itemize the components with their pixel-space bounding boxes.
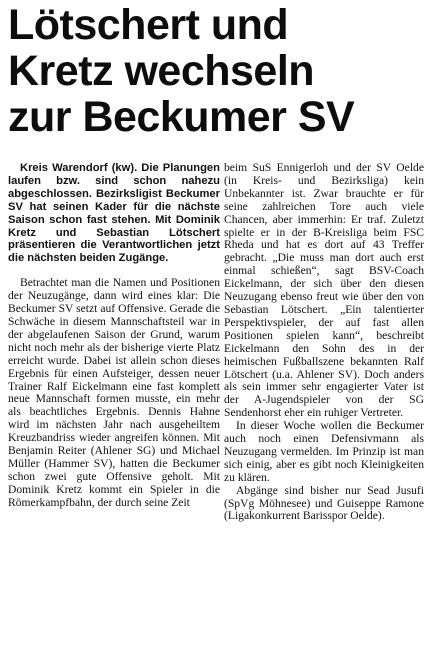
article-paragraph: Abgänge sind bisher nur Sead Jusufi (SpVg Möhnesee) und Guiseppe Ramone (Ligakonkurrent Barisspor Oelde). (224, 483, 424, 523)
headline-line-2: Kretz wechseln (8, 47, 315, 95)
headline-line-3: zur Beckumer SV (8, 93, 355, 141)
article-lead: Kreis Warendorf (kw). Die Planungen laufen bzw. sind schon nahezu abgeschlossen. Bezirksligist Beckumer SV hat seinen Kader für die nächste Saison schon fast stehen. Mit Dominik Kretz und Sebastian Lötschert präsentieren die Verantwortlichen jetzt die nächsten beiden Zugänge. (8, 162, 220, 265)
headline (8, 2, 424, 140)
article-column-left (8, 162, 220, 510)
article-column-right (224, 162, 424, 523)
article-paragraph: In dieser Woche wollen die Beckumer auch noch einen Defensivmann als Neuzugang vermelden. Im Prinzip ist man sich einig, aber es gibt noch Kleinigkeiten zu klären. (224, 419, 424, 484)
article-paragraph: Betrachtet man die Namen und Positionen der Neuzugänge, dann wird eines klar: Die Beckumer SV setzt auf Offensive. Gerade die Schwäche in diesem Mannschaftsteil war in der abgelaufenen Saison der Grund, warum nicht noch mehr als der bisherige vierte Platz erreicht wurde. Dabei ist allein schon dieses Ergebnis für einen Aufsteiger, dessen neuer Trainer Ralf Eickelmann eine fast komplett neue Mannschaft formen musste, ein mehr als beachtliches Ergebnis. Dennis Hahne wird im nächsten Jahr nach ausgeheiltem Kreuzbandriss wieder angreifen können. Mit Benjamin Reiter (Ahlener SG) und Michael Müller (Hammer SV), hatten die Beckumer schon zwei gute Offensive geholt. Mit Dominik Kretz kommt ein Spieler in die Römerkampfbahn, der durch seine Zeit (8, 276, 220, 509)
headline-line-1: Lötschert und (8, 1, 289, 49)
article-paragraph: beim SuS Ennigerloh und der SV Oelde (in Kreis- und Bezirksliga) kein Unbekannter ist. Zwar brauchte er für seine zahlreichen Tore auch viele Chancen, aber immerhin: Er traf. Zuletzt spielte er in der B-Kreisliga beim FSC Rheda und hat es dort auf 43 Treffer gebracht. „Die muss man dort auch erst einmal schießen“, sagt BSV-Coach Eickelmann, der sich über den diesen Neuzugang ebenso freut wie über den von Sebastian Lötschert. „Ein talentierter Perspektivspieler, der auf fast allen Positionen spielen kann“, beschreibt Eickelmann den Sohn des in der heimischen Fußballszene bekannten Ralf Lötschert (u.a. Ahlener SV). Doch anders als sein immer sehr engagierter Vater ist der A-Jugendspieler von der SG Sendenhorst eher ein ruhiger Vertreter. (224, 161, 424, 420)
